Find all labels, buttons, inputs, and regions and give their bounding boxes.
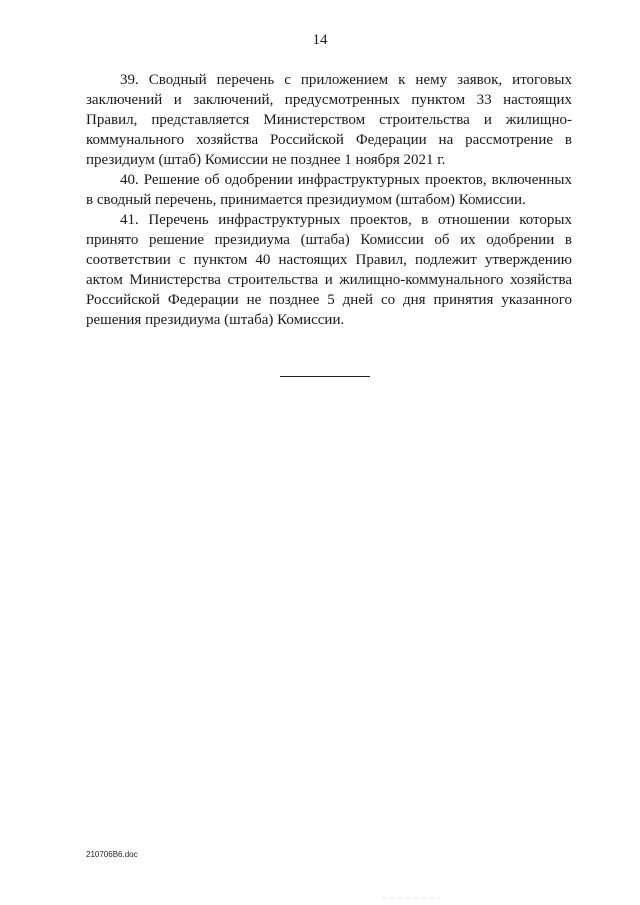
scan-artifact-dots xyxy=(380,897,440,899)
end-of-text-rule xyxy=(280,376,370,377)
document-body xyxy=(86,70,572,330)
paragraph-40: 40. Решение об одобрении инфраструктурных проектов, включенных в сводный перечень, принимается президиумом (штабом) Комиссии. xyxy=(86,172,572,208)
page-number: 14 xyxy=(312,32,328,48)
paragraph-41: 41. Перечень инфраструктурных проектов, в отношении которых принято решение президиума (штаба) Комиссии об их одобрении в соответствии с пунктом 40 настоящих Правил, подлежит утверждению актом Министерства строительства и жилищно-коммунального хозяйства Российской Федерации не позднее 5 дней со дня принятия указанного решения президиума (штаба) Комиссии. xyxy=(86,212,572,328)
file-name-footer: 210706B6.doc xyxy=(86,850,138,859)
paragraph-39: 39. Сводный перечень с приложением к нему заявок, итоговых заключений и заключений, предусмотренных пунктом 33 настоящих Правил, представляется Министерством строительства и жилищно-коммунального хозяйства Российской Федерации на рассмотрение в президиум (штаб) Комиссии не позднее 1 ноября 2021 г. xyxy=(86,72,572,168)
